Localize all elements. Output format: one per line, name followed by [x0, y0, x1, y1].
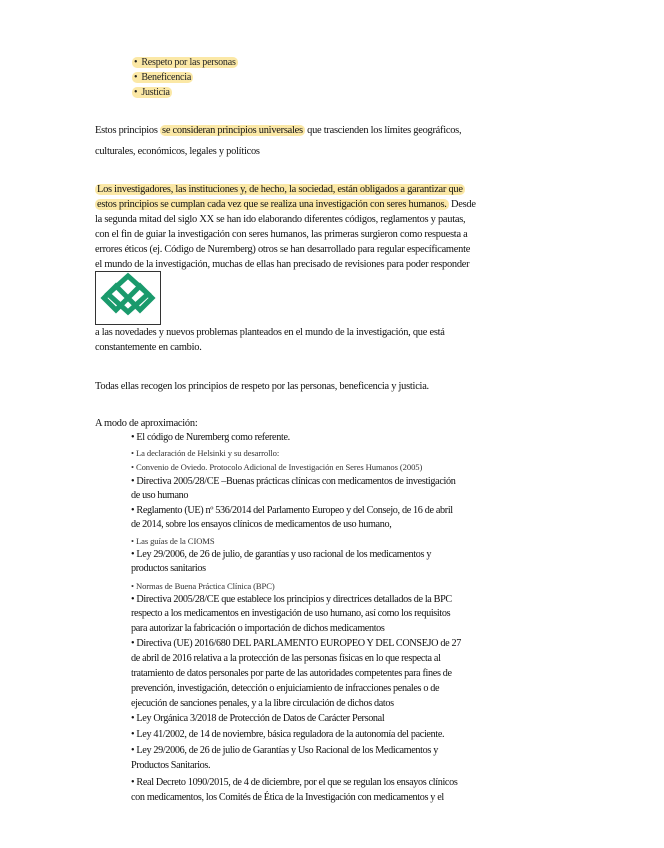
paragraph-obligations-line: constantemente en cambio.	[95, 342, 202, 353]
list-item: • Reglamento (UE) nº 536/2014 del Parlamento Europeo y del Consejo, de 16 de abril	[131, 505, 453, 516]
paragraph-principles-line: Estos principios se consideran principios universales que trascienden los límites geográficos,	[95, 125, 462, 136]
list-item: • Ley 41/2002, de 14 de noviembre, básica reguladora de la autonomía del paciente.	[131, 729, 445, 740]
approximation-title: A modo de aproximación:	[95, 418, 198, 429]
list-item: • Directiva (UE) 2016/680 DEL PARLAMENTO EUROPEO Y DEL CONSEJO de 27	[131, 638, 461, 649]
paragraph-obligations-line: la segunda mitad del siglo XX se han ido elaborando diferentes códigos, reglamentos y pautas,	[95, 214, 466, 225]
list-item: de 2014, sobre los ensayos clínicos de medicamentos de uso humano,	[131, 519, 392, 530]
list-item: • Normas de Buena Práctica Clínica (BPC)	[131, 581, 275, 591]
principle-item: • Justicia	[134, 87, 170, 98]
list-item: productos sanitarios	[131, 563, 206, 574]
paragraph-obligations-line: el mundo de la investigación, muchas de ellas han precisado de revisiones para poder responder	[95, 259, 470, 270]
list-item: prevención, investigación, detección o enjuiciamiento de infracciones penales o de	[131, 683, 440, 694]
list-item: • Directiva 2005/28/CE –Buenas prácticas clínicas con medicamentos de investigación	[131, 476, 456, 487]
paragraph-obligations-line: Los investigadores, las instituciones y, de hecho, la sociedad, están obligados a garantizar que	[97, 184, 463, 195]
paragraph-obligations-line: a las novedades y nuevos problemas planteados en el mundo de la investigación, que está	[95, 327, 445, 338]
list-item: • El código de Nuremberg como referente.	[131, 432, 290, 443]
list-item: para autorizar la fabricación o importación de dichos medicamentos	[131, 623, 385, 634]
list-item: Productos Sanitarios.	[131, 760, 211, 771]
paragraph-obligations-line: con el fin de guiar la investigación con seres humanos, las primeras surgieron como respuesta a	[95, 229, 468, 240]
green-diamond-lattice-logo	[95, 271, 161, 325]
list-item: • Ley 29/2006, de 26 de julio de Garantías y Uso Racional de los Medicamentos y	[131, 745, 438, 756]
list-item: tratamiento de datos personales por parte de las autoridades competentes para fines de	[131, 668, 452, 679]
principle-item: • Beneficencia	[134, 72, 192, 83]
list-item: • Real Decreto 1090/2015, de 4 de diciembre, por el que se regulan los ensayos clínicos	[131, 777, 458, 788]
paragraph-obligations-line: estos principios se cumplan cada vez que se realiza una investigación con seres humanos. Desde	[97, 199, 476, 210]
paragraph-obligations-line: errores éticos (ej. Código de Nuremberg) otros se han desarrollado para regular específicamente	[95, 244, 471, 255]
list-item: • La declaración de Helsinki y su desarrollo:	[131, 448, 280, 458]
list-item: de uso humano	[131, 490, 189, 501]
list-item: • Las guías de la CIOMS	[131, 536, 215, 546]
paragraph-summary: Todas ellas recogen los principios de respeto por las personas, beneficencia y justicia.	[95, 381, 429, 392]
list-item: de abril de 2016 relativa a la protección de las personas físicas en lo que respecta al	[131, 653, 441, 664]
principle-item: • Respeto por las personas	[134, 57, 236, 68]
list-item: • Directiva 2005/28/CE que establece los principios y directrices detallados de la BPC	[131, 594, 452, 605]
list-item: ejecución de sanciones penales, y a la libre circulación de dichos datos	[131, 698, 394, 709]
list-item: con medicamentos, los Comités de Ética de la Investigación con medicamentos y el	[131, 792, 444, 803]
list-item: respecto a los medicamentos en investigación de uso humano, así como los requisitos	[131, 608, 451, 619]
list-item: • Ley Orgánica 3/2018 de Protección de Datos de Carácter Personal	[131, 713, 385, 724]
list-item: • Ley 29/2006, de 26 de julio, de garantías y uso racional de los medicamentos y	[131, 549, 432, 560]
logo-icon	[96, 272, 160, 324]
paragraph-principles-line: culturales, económicos, legales y políticos	[95, 146, 260, 157]
list-item: • Convenio de Oviedo. Protocolo Adicional de Investigación en Seres Humanos (2005)	[131, 462, 423, 472]
